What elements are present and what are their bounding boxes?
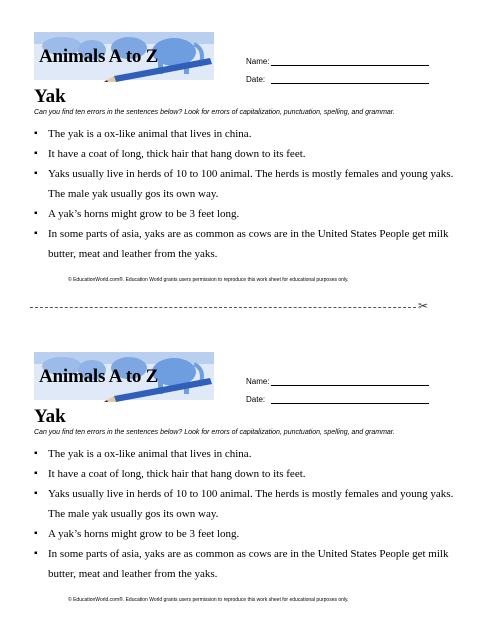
square-bullet-icon: ▪ bbox=[34, 148, 38, 159]
banner-title: Animals A to Z bbox=[39, 46, 159, 67]
list-item: ▪ The yak is a ox-like animal that lives in china. bbox=[34, 444, 454, 464]
banner-title: Animals A to Z bbox=[39, 366, 159, 387]
name-label: Name: bbox=[246, 57, 270, 66]
date-label: Date: bbox=[246, 395, 266, 404]
list-item: ▪ It have a coat of long, thick hair that hang down to its feet. bbox=[34, 144, 454, 164]
scissors-icon: ✂ bbox=[418, 299, 429, 313]
date-label: Date: bbox=[246, 75, 266, 84]
square-bullet-icon: ▪ bbox=[34, 468, 38, 479]
animals-a-to-z-banner bbox=[34, 32, 214, 84]
date-line[interactable] bbox=[271, 403, 429, 404]
animals-a-to-z-banner bbox=[34, 352, 214, 404]
sentence-list bbox=[34, 444, 454, 584]
cut-line bbox=[30, 307, 416, 308]
square-bullet-icon: ▪ bbox=[34, 228, 38, 239]
sentence-list bbox=[34, 124, 454, 264]
copyright-footer: © EducationWorld.com®. Education World grants users permission to reproduce this work sheet for educational purposes only. bbox=[68, 277, 349, 283]
instructions: Can you find ten errors in the sentences below? Look for errors of capitalization, punctuation, spelling, and grammar. bbox=[34, 109, 395, 116]
list-item: ▪ The yak is a ox-like animal that lives in china. bbox=[34, 124, 454, 144]
square-bullet-icon: ▪ bbox=[34, 128, 38, 139]
worksheet-bottom bbox=[0, 320, 480, 620]
worksheet-title: Yak bbox=[34, 86, 66, 107]
name-line[interactable] bbox=[271, 65, 429, 66]
square-bullet-icon: ▪ bbox=[34, 548, 38, 559]
list-item: ▪ Yaks usually live in herds of 10 to 100 animal. The herds is mostly females and young yaks. The male yak usually gos its own way. bbox=[34, 164, 454, 204]
square-bullet-icon: ▪ bbox=[34, 208, 38, 219]
square-bullet-icon: ▪ bbox=[34, 488, 38, 499]
copyright-footer: © EducationWorld.com®. Education World grants users permission to reproduce this work sheet for educational purposes only. bbox=[68, 597, 349, 603]
name-field[interactable] bbox=[246, 57, 270, 66]
list-item: ▪ It have a coat of long, thick hair that hang down to its feet. bbox=[34, 464, 454, 484]
name-line[interactable] bbox=[271, 385, 429, 386]
list-item: ▪ In some parts of asia, yaks are as common as cows are in the United States People get milk butter, meat and leather from the yaks. bbox=[34, 224, 454, 264]
date-line[interactable] bbox=[271, 83, 429, 84]
name-field[interactable] bbox=[246, 377, 270, 386]
instructions: Can you find ten errors in the sentences below? Look for errors of capitalization, punctuation, spelling, and grammar. bbox=[34, 429, 395, 436]
list-item: ▪ In some parts of asia, yaks are as common as cows are in the United States People get milk butter, meat and leather from the yaks. bbox=[34, 544, 454, 584]
square-bullet-icon: ▪ bbox=[34, 168, 38, 179]
list-item: ▪ A yak’s horns might grow to be 3 feet long. bbox=[34, 204, 454, 224]
list-item: ▪ Yaks usually live in herds of 10 to 100 animal. The herds is mostly females and young yaks. The male yak usually gos its own way. bbox=[34, 484, 454, 524]
worksheet-top bbox=[0, 0, 480, 300]
date-field[interactable] bbox=[246, 75, 265, 84]
list-item: ▪ A yak’s horns might grow to be 3 feet long. bbox=[34, 524, 454, 544]
worksheet-title: Yak bbox=[34, 406, 66, 427]
square-bullet-icon: ▪ bbox=[34, 528, 38, 539]
date-field[interactable] bbox=[246, 395, 265, 404]
name-label: Name: bbox=[246, 377, 270, 386]
square-bullet-icon: ▪ bbox=[34, 448, 38, 459]
